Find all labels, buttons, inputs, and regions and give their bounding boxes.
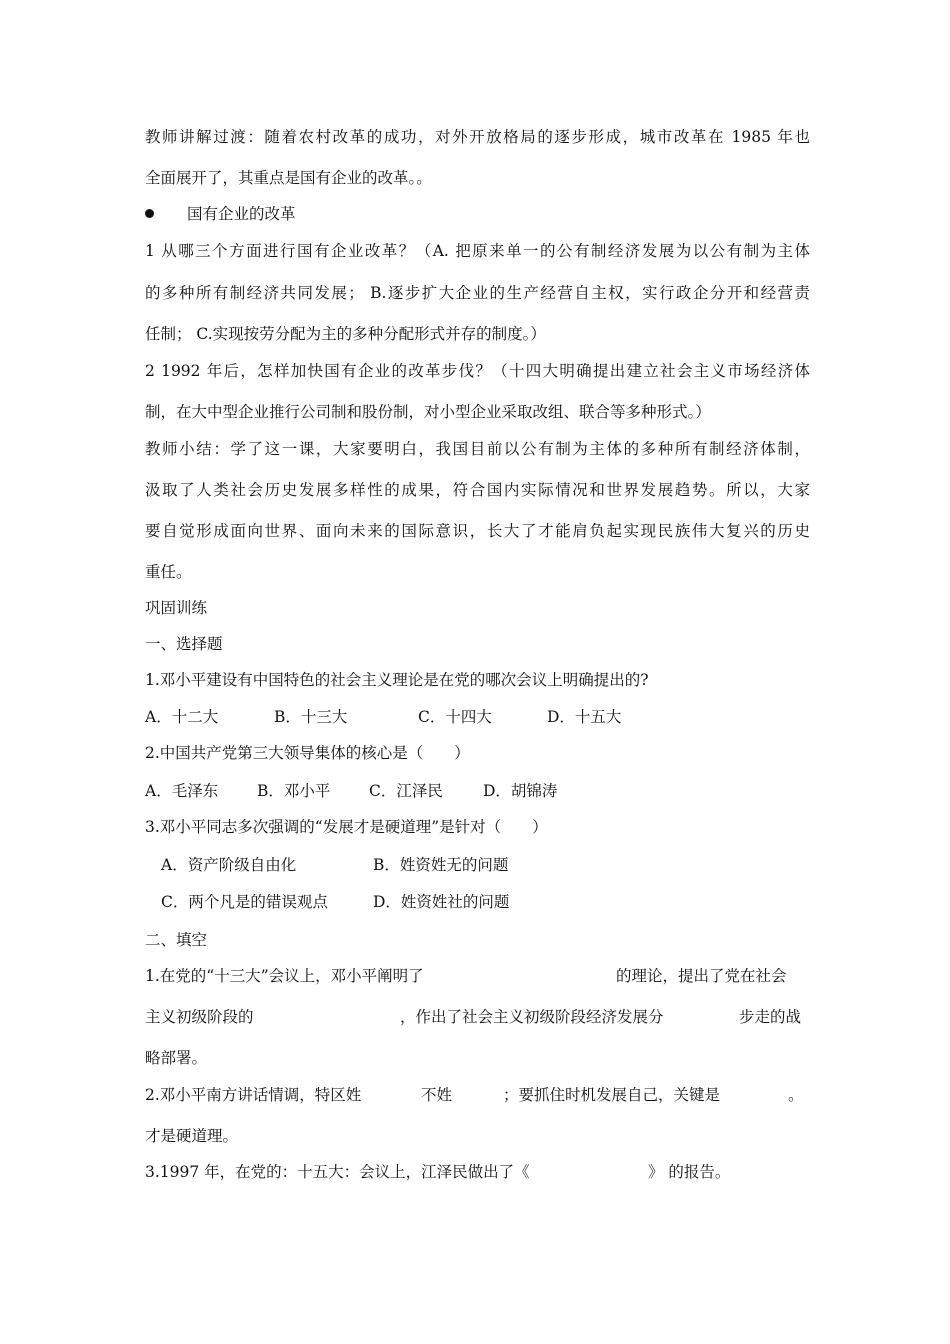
section-heading-soe-reform: 国有企业的改革 — [187, 205, 296, 223]
summary-line3: 要自觉形成面向世界、面向未来的国际意识，长大了才能肩负起实现民族伟大复兴的历史 — [145, 522, 810, 540]
fill1-text-part2: 的理论，提出了党在社会 — [616, 967, 787, 985]
fill3-text-part1: 3.1997 年，在党的：十五大：会议上，江泽民做出了《 — [145, 1163, 530, 1181]
mc2-option-c: C．江泽民 — [369, 782, 443, 800]
fill2-text-part5: 才是硬道理。 — [145, 1127, 239, 1145]
transition-paragraph-line2: 全面展开了，其重点是国有企业的改革。。 — [145, 169, 432, 187]
fill1-text-part1: 1.在党的“十三大”会议上，邓小平阐明了 — [145, 967, 424, 985]
fill1-text-part4: ，作出了社会主义初级阶段经济发展分 — [400, 1008, 664, 1026]
question1-line1: 1 从哪三个方面进行国有企业改革？（A. 把原来单一的公有制经济发展为以公有制为主体 — [145, 242, 810, 260]
mc3-question: 3.邓小平同志多次强调的“发展才是硬道理”是针对（ ） — [145, 818, 548, 836]
fill2-text-part1: 2.邓小平南方讲话情调，特区姓 — [145, 1086, 362, 1104]
mc2-question: 2.中国共产党第三大领导集体的核心是（ ） — [145, 744, 470, 762]
transition-paragraph-line1: 教师讲解过渡：随着农村改革的成功，对外开放格局的逐步形成，城市改革在 1985 年也 — [145, 128, 810, 146]
mc1-option-b: B．十三大 — [274, 708, 348, 726]
section-multiple-choice: 一、选择题 — [145, 635, 223, 653]
mc2-option-b: B．邓小平 — [257, 782, 331, 800]
fill1-text-part6: 略部署。 — [145, 1049, 208, 1067]
fill2-text-part4: 。 — [788, 1086, 804, 1104]
fill3-text-part2: 》 的报告。 — [648, 1163, 731, 1181]
mc1-option-d: D．十五大 — [547, 708, 622, 726]
mc3-option-b: B．姓资姓无的问题 — [373, 856, 509, 874]
mc3-option-a: A．资产阶级自由化 — [161, 856, 297, 874]
question2-line2: 制，在大中型企业推行公司制和股份制，对小型企业采取改组、联合等多种形式。） — [145, 403, 711, 421]
fill1-text-part3: 主义初级阶段的 — [145, 1008, 254, 1026]
fill2-text-part2: 不姓 — [421, 1086, 453, 1104]
mc2-option-a: A．毛泽东 — [145, 782, 219, 800]
mc2-option-d: D．胡锦涛 — [483, 782, 558, 800]
fill2-text-part3: ；要抓住时机发展自己，关键是 — [503, 1086, 721, 1104]
mc3-option-c: C．两个凡是的错误观点 — [161, 893, 328, 911]
mc3-option-d: D．姓资姓社的问题 — [373, 893, 510, 911]
mc1-question: 1.邓小平建设有中国特色的社会主义理论是在党的哪次会议上明确提出的? — [145, 671, 649, 689]
fill1-text-part5: 步走的战 — [739, 1008, 802, 1026]
summary-line1: 教师小结：学了这一课，大家要明白，我国目前以公有制为主体的多种所有制经济体制， — [145, 440, 810, 458]
bullet-icon — [145, 209, 154, 218]
mc1-option-a: A．十二大 — [145, 708, 219, 726]
question1-line3: 任制； C.实现按劳分配为主的多种分配形式并存的制度。） — [145, 325, 546, 343]
mc1-option-c: C．十四大 — [418, 708, 492, 726]
summary-line2: 汲取了人类社会历史发展多样性的成果，符合国内实际情况和世界发展趋势。所以，大家 — [145, 481, 810, 499]
question1-line2: 的多种所有制经济共同发展； B.逐步扩大企业的生产经营自主权，实行政企分开和经营责 — [145, 284, 810, 302]
question2-line1: 2 1992 年后，怎样加快国有企业的改革步伐？（十四大明确提出建立社会主义市场经济体 — [145, 362, 810, 380]
practice-title: 巩固训练 — [145, 599, 208, 617]
summary-line4: 重任。 — [145, 563, 192, 581]
section-fill-in-blank: 二、填空 — [145, 931, 208, 949]
